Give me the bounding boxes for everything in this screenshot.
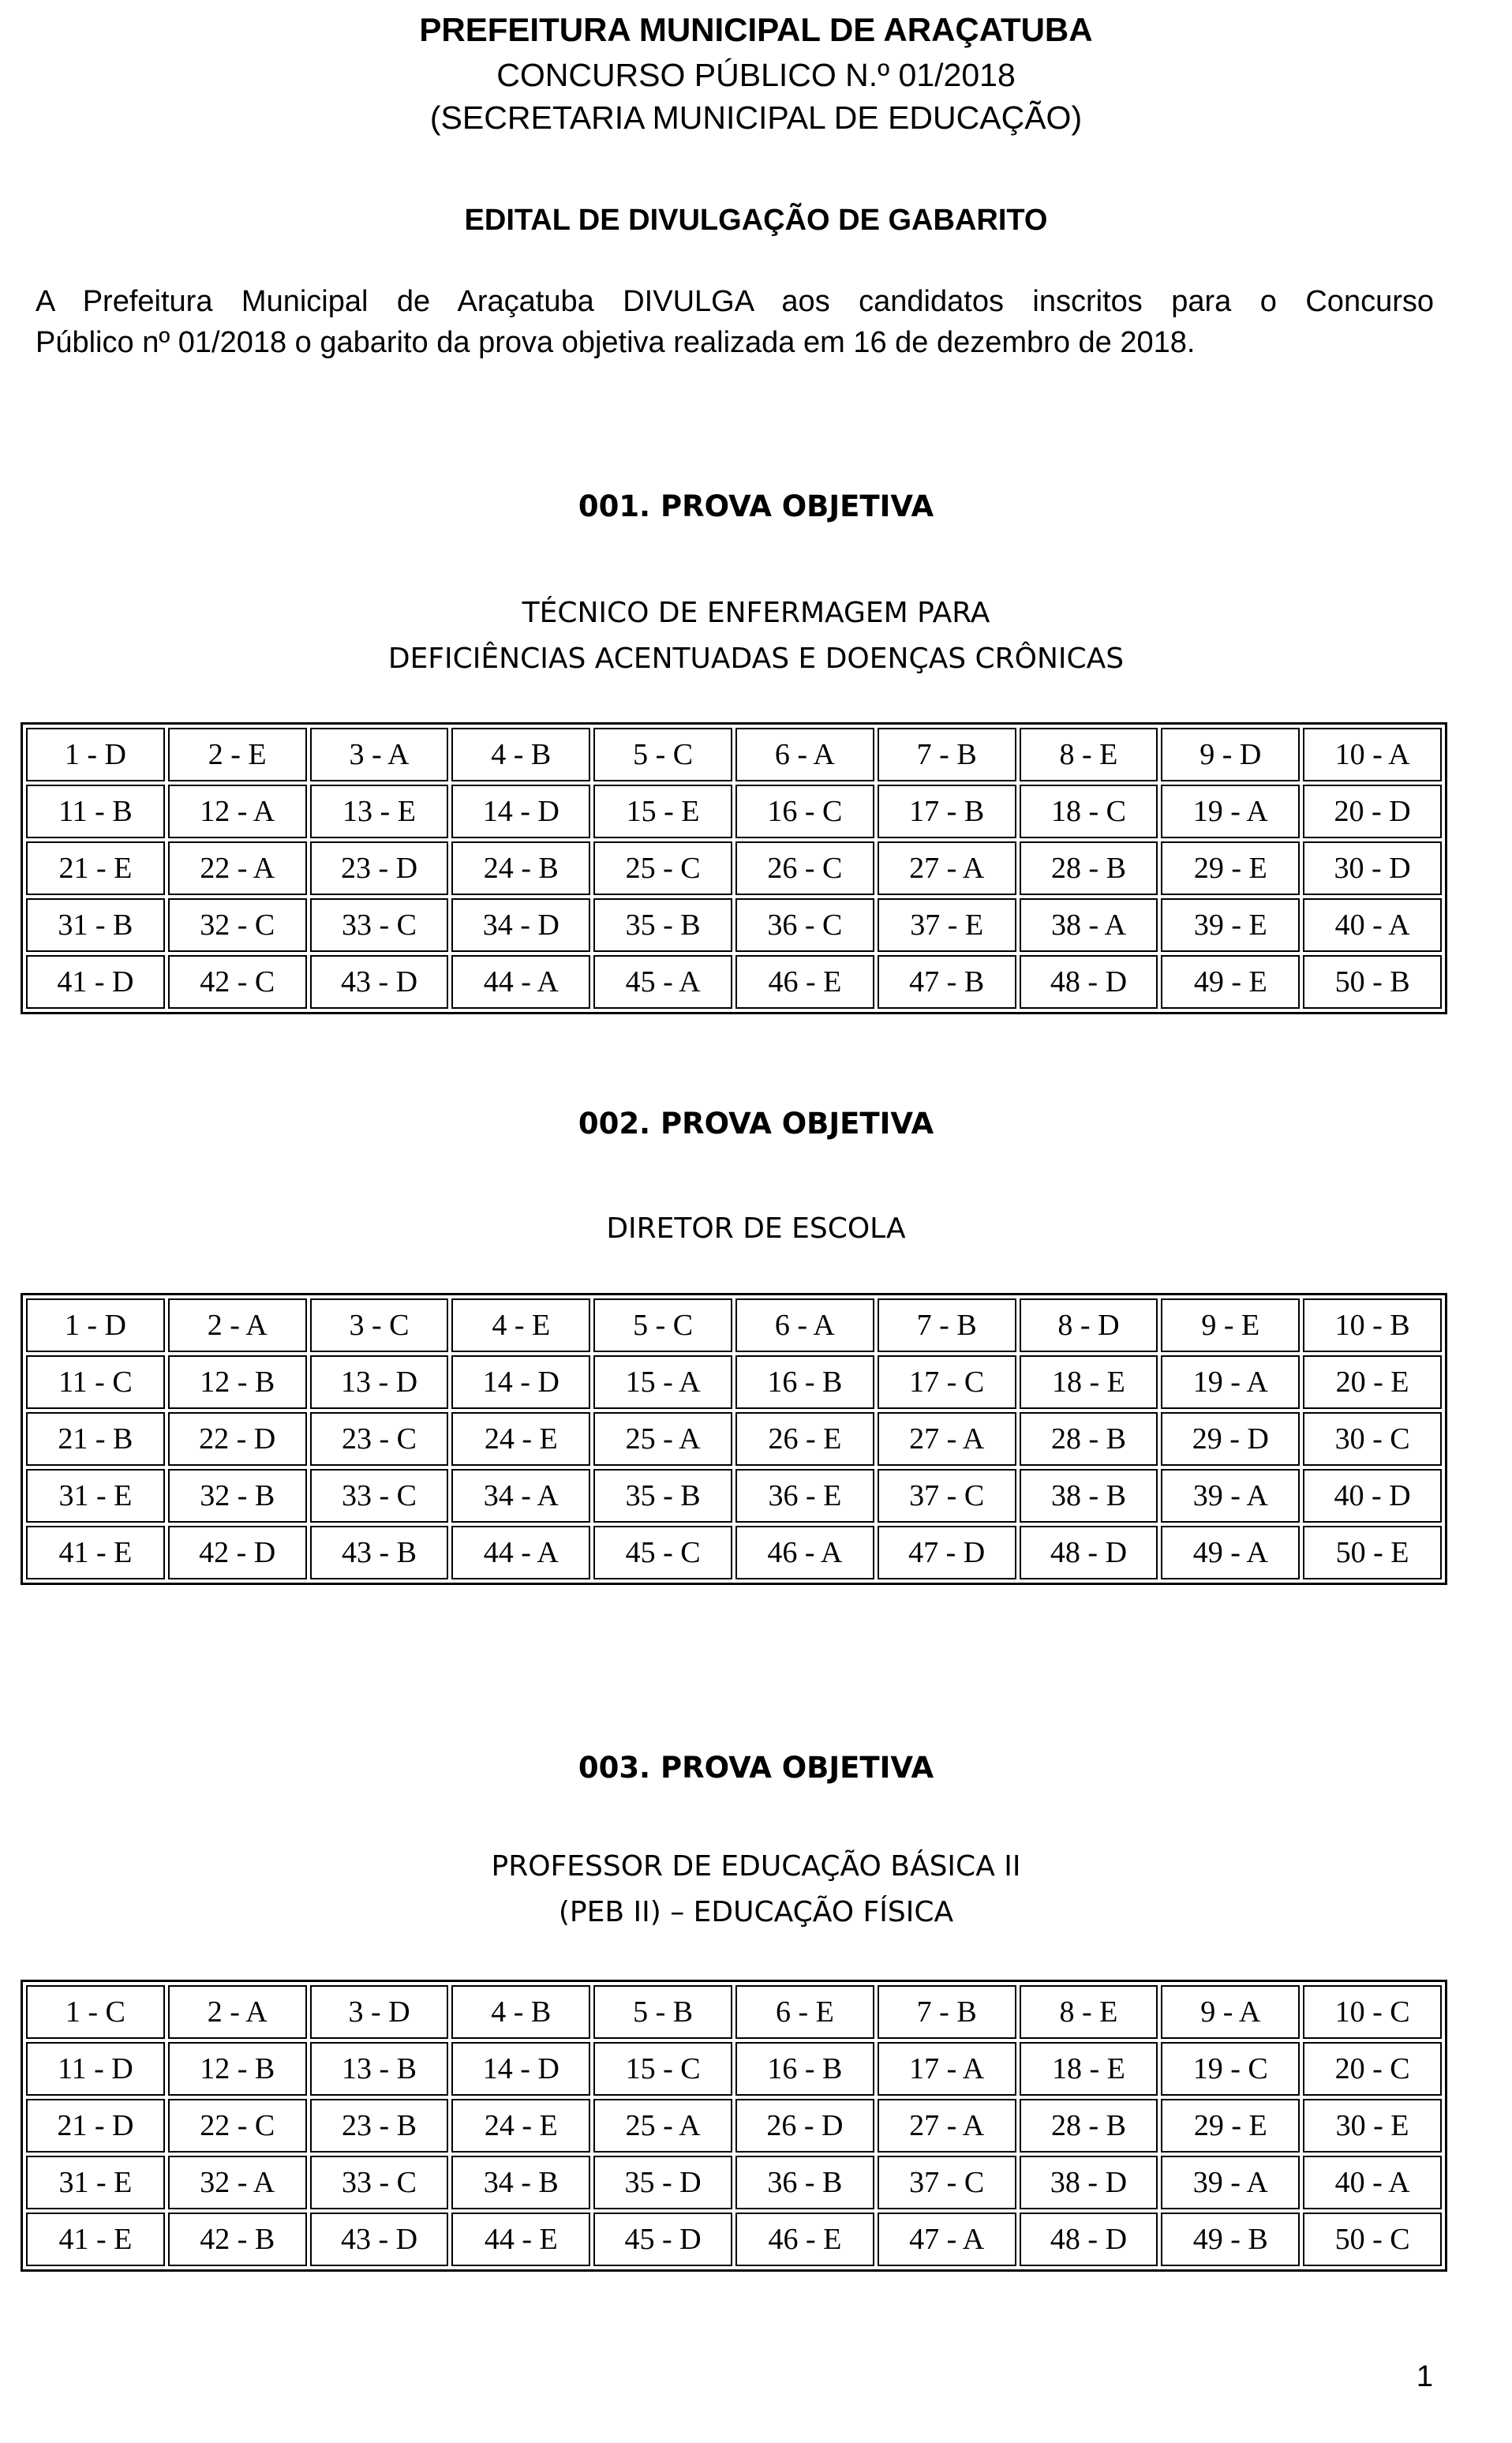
answer-cell: 45 - A [593,955,732,1009]
page-number: 1 [1416,2360,1433,2393]
answer-cell: 26 - E [735,1412,874,1466]
answer-cell: 11 - B [26,785,165,838]
answer-cell: 7 - B [878,1298,1016,1352]
answer-cell: 34 - D [451,898,590,952]
answer-cell: 9 - D [1161,728,1300,781]
answer-cell: 44 - A [451,1526,590,1579]
answer-cell: 8 - E [1020,1985,1158,2039]
answer-cell: 21 - D [26,2099,165,2153]
answer-cell: 41 - E [26,2213,165,2266]
intro-line-2: Público nº 01/2018 o gabarito da prova objetiva realizada em 16 de dezembro de 2018. [36,326,1196,359]
section-001-role-line-2: DEFICIÊNCIAS ACENTUADAS E DOENÇAS CRÔNICAS [387,643,1125,675]
answer-cell: 10 - C [1303,1985,1442,2039]
answer-cell: 38 - D [1020,2156,1158,2209]
answer-cell: 24 - B [451,841,590,895]
answer-cell: 12 - B [168,2042,307,2096]
answer-cell: 22 - D [168,1412,307,1466]
answer-cell: 39 - A [1161,1469,1300,1523]
answer-row [26,1412,1442,1466]
answer-cell: 47 - A [878,2213,1016,2266]
answer-cell: 50 - B [1303,955,1442,1009]
answer-cell: 22 - C [168,2099,307,2153]
answer-cell: 15 - E [593,785,732,838]
answer-cell: 5 - C [593,1298,732,1352]
header-subtitle: CONCURSO PÚBLICO N.º 01/2018 [496,57,1016,93]
answer-cell: 36 - E [735,1469,874,1523]
answer-cell: 19 - A [1161,1355,1300,1409]
section-003-role [0,1844,1512,1935]
answer-row [26,898,1442,952]
answer-cell: 11 - C [26,1355,165,1409]
answer-cell: 17 - B [878,785,1016,838]
answer-cell: 48 - D [1020,1526,1158,1579]
answer-cell: 20 - D [1303,785,1442,838]
answer-cell: 37 - E [878,898,1016,952]
answer-grid-001 [21,722,1447,1014]
section-002-role-line-1: DIRETOR DE ESCOLA [606,1212,906,1245]
answer-row [26,785,1442,838]
answer-cell: 34 - A [451,1469,590,1523]
answer-cell: 7 - B [878,728,1016,781]
answer-cell: 16 - C [735,785,874,838]
answer-cell: 30 - D [1303,841,1442,895]
answer-cell: 18 - E [1020,2042,1158,2096]
answer-cell: 9 - E [1161,1298,1300,1352]
answer-cell: 49 - E [1161,955,1300,1009]
answer-cell: 29 - E [1161,841,1300,895]
answer-cell: 18 - C [1020,785,1158,838]
answer-cell: 9 - A [1161,1985,1300,2039]
answer-cell: 43 - B [310,1526,449,1579]
answer-cell: 15 - C [593,2042,732,2096]
header-department: (SECRETARIA MUNICIPAL DE EDUCAÇÃO) [429,99,1083,136]
answer-cell: 6 - A [735,728,874,781]
answer-cell: 1 - D [26,728,165,781]
answer-cell: 10 - A [1303,728,1442,781]
answer-cell: 14 - D [451,2042,590,2096]
answer-row [26,1355,1442,1409]
answer-cell: 8 - D [1020,1298,1158,1352]
answer-cell: 47 - B [878,955,1016,1009]
answer-cell: 23 - D [310,841,449,895]
answer-cell: 36 - B [735,2156,874,2209]
answer-cell: 33 - C [310,898,449,952]
section-001-role [0,590,1512,682]
answer-cell: 33 - C [310,2156,449,2209]
answer-cell: 41 - D [26,955,165,1009]
answer-cell: 5 - C [593,728,732,781]
answer-cell: 28 - B [1020,1412,1158,1466]
answer-row [26,2099,1442,2153]
intro-line-1: A Prefeitura Municipal de Araçatuba DIVULGA aos candidatos inscritos para o Concurso [36,285,1434,318]
answer-cell: 4 - B [451,728,590,781]
answer-cell: 49 - B [1161,2213,1300,2266]
answer-cell: 4 - E [451,1298,590,1352]
answer-cell: 32 - B [168,1469,307,1523]
answer-cell: 38 - A [1020,898,1158,952]
answer-cell: 20 - E [1303,1355,1442,1409]
answer-cell: 17 - C [878,1355,1016,1409]
answer-cell: 43 - D [310,955,449,1009]
answer-cell: 44 - A [451,955,590,1009]
answer-row [26,2213,1442,2266]
answer-grid-002 [21,1293,1447,1585]
section-003-title: 003. PROVA OBJETIVA [578,1751,934,1785]
answer-cell: 40 - A [1303,898,1442,952]
answer-cell: 2 - A [168,1985,307,2039]
answer-cell: 31 - E [26,1469,165,1523]
answer-cell: 27 - A [878,841,1016,895]
answer-cell: 42 - D [168,1526,307,1579]
answer-cell: 34 - B [451,2156,590,2209]
answer-cell: 23 - B [310,2099,449,2153]
answer-cell: 5 - B [593,1985,732,2039]
answer-cell: 20 - C [1303,2042,1442,2096]
answer-cell: 13 - D [310,1355,449,1409]
answer-cell: 12 - B [168,1355,307,1409]
answer-cell: 28 - B [1020,841,1158,895]
answer-cell: 11 - D [26,2042,165,2096]
answer-cell: 39 - E [1161,898,1300,952]
edital-title: EDITAL DE DIVULGAÇÃO DE GABARITO [464,204,1048,237]
answer-cell: 50 - C [1303,2213,1442,2266]
answer-cell: 3 - D [310,1985,449,2039]
answer-cell: 14 - D [451,1355,590,1409]
answer-cell: 37 - C [878,2156,1016,2209]
answer-cell: 26 - C [735,841,874,895]
section-003-role-line-1: PROFESSOR DE EDUCAÇÃO BÁSICA II [491,1850,1021,1883]
answer-cell: 26 - D [735,2099,874,2153]
answer-cell: 38 - B [1020,1469,1158,1523]
answer-cell: 22 - A [168,841,307,895]
answer-cell: 1 - D [26,1298,165,1352]
answer-row [26,1298,1442,1352]
answer-cell: 12 - A [168,785,307,838]
answer-cell: 17 - A [878,2042,1016,2096]
answer-cell: 50 - E [1303,1526,1442,1579]
answer-cell: 23 - C [310,1412,449,1466]
answer-cell: 13 - B [310,2042,449,2096]
answer-cell: 40 - D [1303,1469,1442,1523]
answer-cell: 7 - B [878,1985,1016,2039]
answer-cell: 27 - A [878,2099,1016,2153]
answer-cell: 6 - E [735,1985,874,2039]
answer-row [26,955,1442,1009]
answer-cell: 31 - B [26,898,165,952]
answer-cell: 39 - A [1161,2156,1300,2209]
answer-cell: 44 - E [451,2213,590,2266]
answer-cell: 37 - C [878,1469,1016,1523]
answer-cell: 27 - A [878,1412,1016,1466]
answer-cell: 8 - E [1020,728,1158,781]
answer-cell: 24 - E [451,1412,590,1466]
answer-cell: 47 - D [878,1526,1016,1579]
answer-cell: 30 - C [1303,1412,1442,1466]
answer-cell: 3 - A [310,728,449,781]
answer-cell: 32 - C [168,898,307,952]
answer-cell: 32 - A [168,2156,307,2209]
answer-cell: 46 - A [735,1526,874,1579]
answer-cell: 46 - E [735,2213,874,2266]
answer-row [26,1526,1442,1579]
answer-cell: 6 - A [735,1298,874,1352]
answer-cell: 46 - E [735,955,874,1009]
answer-row [26,2156,1442,2209]
answer-cell: 16 - B [735,1355,874,1409]
answer-cell: 21 - E [26,841,165,895]
answer-row [26,2042,1442,2096]
answer-cell: 15 - A [593,1355,732,1409]
answer-cell: 29 - E [1161,2099,1300,2153]
header-title: PREFEITURA MUNICIPAL DE ARAÇATUBA [419,11,1093,48]
answer-cell: 2 - A [168,1298,307,1352]
answer-row [26,1985,1442,2039]
section-003-role-line-2: (PEB II) – EDUCAÇÃO FÍSICA [558,1896,954,1928]
answer-cell: 19 - C [1161,2042,1300,2096]
answer-cell: 10 - B [1303,1298,1442,1352]
answer-cell: 35 - B [593,1469,732,1523]
answer-cell: 41 - E [26,1526,165,1579]
answer-cell: 25 - C [593,841,732,895]
answer-cell: 31 - E [26,2156,165,2209]
answer-cell: 42 - C [168,955,307,1009]
section-001-role-line-1: TÉCNICO DE ENFERMAGEM PARA [522,597,990,629]
answer-cell: 35 - B [593,898,732,952]
answer-cell: 25 - A [593,2099,732,2153]
answer-cell: 3 - C [310,1298,449,1352]
answer-row [26,841,1442,895]
answer-cell: 1 - C [26,1985,165,2039]
answer-cell: 35 - D [593,2156,732,2209]
intro-paragraph [36,281,1434,363]
answer-cell: 24 - E [451,2099,590,2153]
answer-cell: 45 - C [593,1526,732,1579]
answer-cell: 25 - A [593,1412,732,1466]
answer-cell: 2 - E [168,728,307,781]
answer-cell: 4 - B [451,1985,590,2039]
answer-cell: 16 - B [735,2042,874,2096]
answer-cell: 40 - A [1303,2156,1442,2209]
answer-row [26,1469,1442,1523]
answer-cell: 43 - D [310,2213,449,2266]
section-001-title: 001. PROVA OBJETIVA [578,489,934,523]
answer-cell: 19 - A [1161,785,1300,838]
answer-cell: 36 - C [735,898,874,952]
answer-cell: 13 - E [310,785,449,838]
answer-cell: 33 - C [310,1469,449,1523]
answer-cell: 21 - B [26,1412,165,1466]
answer-cell: 28 - B [1020,2099,1158,2153]
answer-grid-003 [21,1980,1447,2272]
answer-cell: 45 - D [593,2213,732,2266]
answer-cell: 30 - E [1303,2099,1442,2153]
answer-cell: 49 - A [1161,1526,1300,1579]
answer-row [26,728,1442,781]
answer-cell: 29 - D [1161,1412,1300,1466]
section-002-role [0,1206,1512,1252]
answer-cell: 42 - B [168,2213,307,2266]
answer-cell: 14 - D [451,785,590,838]
section-002-title: 002. PROVA OBJETIVA [578,1107,934,1141]
answer-cell: 18 - E [1020,1355,1158,1409]
answer-cell: 48 - D [1020,2213,1158,2266]
answer-cell: 48 - D [1020,955,1158,1009]
